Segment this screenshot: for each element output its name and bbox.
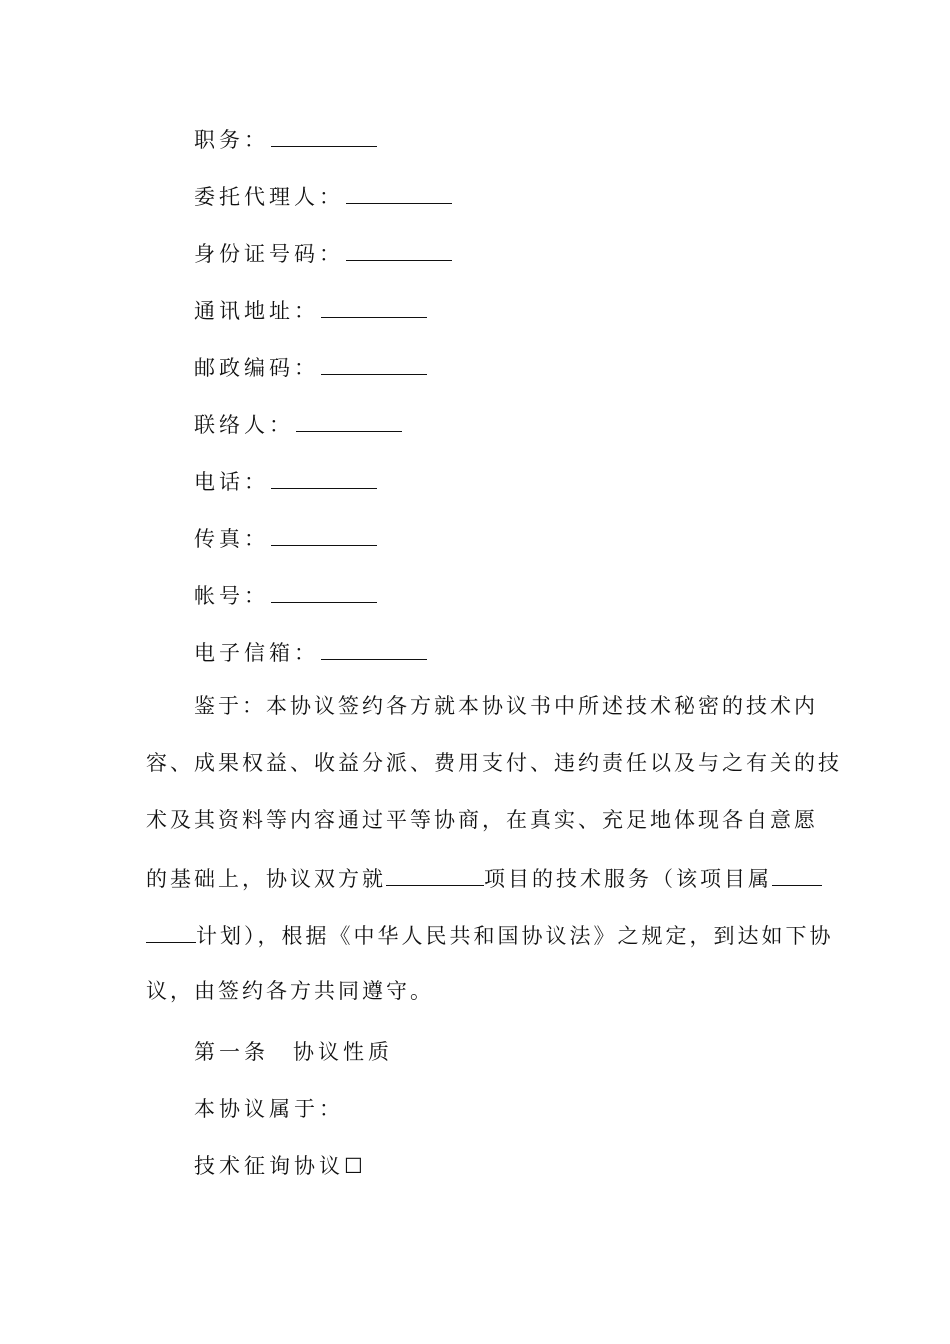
- field-fax: [194, 523, 377, 553]
- category-blank[interactable]: [772, 863, 822, 886]
- blank-line[interactable]: [321, 637, 427, 660]
- field-label: 传真：: [194, 527, 269, 551]
- field-label: 职务：: [194, 128, 269, 152]
- blank-line[interactable]: [271, 124, 377, 147]
- preamble-line: [146, 920, 834, 977]
- field-contact: [194, 409, 402, 439]
- blank-line[interactable]: [271, 523, 377, 546]
- article-heading: [194, 1038, 393, 1066]
- preamble-text: 的基础上，协议双方就: [146, 867, 386, 891]
- field-label: 邮政编码：: [194, 356, 319, 380]
- preamble-line: 容、成果权益、收益分派、费用支付、违约责任以及与之有关的技: [146, 751, 842, 775]
- project-blank[interactable]: [386, 863, 484, 886]
- preamble-paragraph: [146, 692, 842, 1034]
- field-label: 帐号：: [194, 584, 269, 608]
- article-intro: 本协议属于：: [194, 1097, 344, 1121]
- field-label: 委托代理人：: [194, 185, 344, 209]
- field-email: [194, 637, 427, 667]
- field-id-number: [194, 238, 452, 268]
- article-title: 协议性质: [293, 1040, 393, 1064]
- contract-type-option[interactable]: 技术征询协议☐: [194, 1154, 367, 1178]
- preamble-text: 计划），根据《中华人民共和国协议法》之规定，到达如下协: [196, 924, 834, 948]
- preamble-line: 议，由签约各方共同遵守。: [146, 979, 434, 1003]
- preamble-line: 鉴于：本协议签约各方就本协议书中所述技术秘密的技术内: [194, 694, 818, 718]
- field-label: 联络人：: [194, 413, 294, 437]
- field-account: [194, 580, 377, 610]
- blank-line[interactable]: [346, 181, 452, 204]
- field-position: [194, 124, 377, 154]
- field-postcode: [194, 352, 427, 382]
- preamble-line: [146, 863, 806, 920]
- blank-line[interactable]: [296, 409, 402, 432]
- blank-line[interactable]: [271, 580, 377, 603]
- field-address: [194, 295, 427, 325]
- category-blank-cont[interactable]: [146, 920, 196, 943]
- blank-line[interactable]: [346, 238, 452, 261]
- field-label: 身份证号码：: [194, 242, 344, 266]
- field-label: 电话：: [194, 470, 269, 494]
- blank-line[interactable]: [271, 466, 377, 489]
- preamble-text: 项目的技术服务（该项目属: [484, 867, 772, 891]
- blank-line[interactable]: [321, 352, 427, 375]
- article-number: 第一条: [194, 1040, 269, 1064]
- field-label: 通讯地址：: [194, 299, 319, 323]
- field-agent: [194, 181, 452, 211]
- blank-line[interactable]: [321, 295, 427, 318]
- field-label: 电子信箱：: [194, 641, 319, 665]
- preamble-line: 术及其资料等内容通过平等协商，在真实、充足地体现各自意愿: [146, 808, 818, 832]
- field-phone: [194, 466, 377, 496]
